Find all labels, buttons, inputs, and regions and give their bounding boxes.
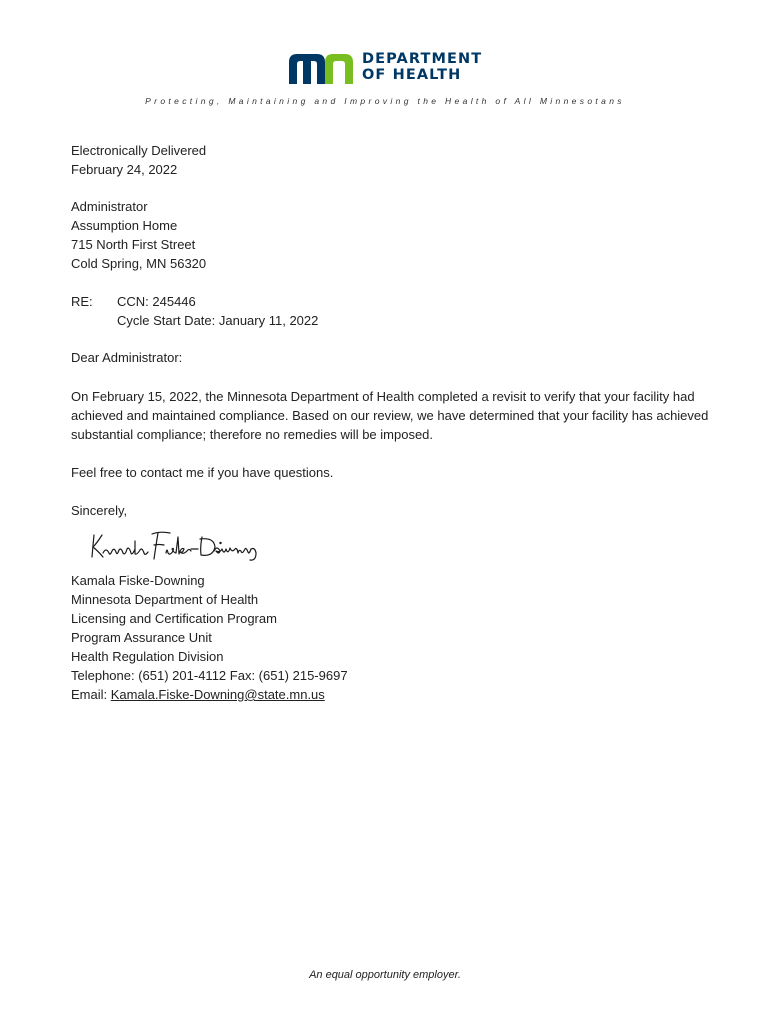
sender-program: Licensing and Certification Program	[71, 611, 277, 626]
closing: Sincerely,	[71, 503, 128, 518]
recipient-street: 715 North First Street	[71, 237, 196, 252]
mn-logo-mark-icon	[289, 54, 353, 84]
cycle-start-date: Cycle Start Date: January 11, 2022	[117, 313, 319, 328]
sender-phone-fax: Telephone: (651) 201-4112 Fax: (651) 215-9697	[71, 668, 348, 683]
mdh-logo	[289, 52, 481, 86]
logo-line-2: OF HEALTH	[362, 66, 462, 83]
email-label: Email:	[71, 687, 111, 702]
logo-line-1: DEPARTMENT	[362, 51, 483, 67]
tagline: Protecting, Maintaining and Improving the Health of All Minnesotans	[145, 96, 625, 106]
re-label: RE:	[71, 294, 93, 309]
delivery-method: Electronically Delivered	[71, 143, 207, 158]
body-paragraph-1: On February 15, 2022, the Minnesota Department of Health completed a revisit to verify that your facility had achieved and maintained compliance. Based on our review, we have determined that your facility has achieved substantial compliance; therefore no remedies will be imposed.	[71, 389, 709, 443]
recipient-facility: Assumption Home	[71, 218, 178, 233]
recipient-title: Administrator	[71, 199, 148, 214]
sender-division: Health Regulation Division	[71, 649, 224, 664]
sender-name: Kamala Fiske-Downing	[71, 573, 205, 588]
sender-organization: Minnesota Department of Health	[71, 592, 259, 607]
letter-date: February 24, 2022	[71, 162, 178, 177]
ccn-number: CCN: 245446	[117, 294, 196, 309]
email-link[interactable]: Kamala.Fiske-Downing@state.mn.us	[110, 687, 325, 702]
sender-email-line	[71, 685, 325, 704]
footer-equal-opportunity: An equal opportunity employer.	[309, 969, 461, 981]
body-paragraph-2: Feel free to contact me if you have questions.	[71, 465, 334, 480]
logo-wordmark	[362, 52, 482, 83]
salutation: Dear Administrator:	[71, 350, 183, 365]
sender-unit: Program Assurance Unit	[71, 630, 212, 645]
handwritten-signature	[88, 527, 268, 563]
recipient-city-state-zip: Cold Spring, MN 56320	[71, 256, 207, 271]
